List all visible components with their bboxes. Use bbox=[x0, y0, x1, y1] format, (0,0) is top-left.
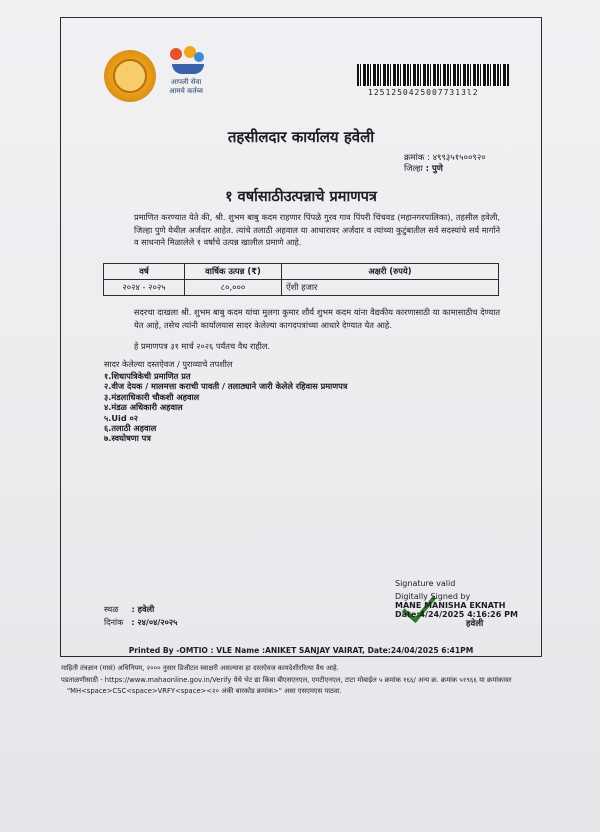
logo-line-1: आपली सेवा bbox=[170, 78, 202, 86]
signer-office: हवेली bbox=[466, 619, 484, 629]
documents-heading: सादर केलेल्या दस्तऐवज / पुराव्याचे तपशील bbox=[104, 359, 233, 369]
printed-by-footer: Printed By -OMTIO : VLE Name :ANIKET SANJAY VAIRAT, Date:24/04/2025 6:41PM bbox=[128, 646, 474, 655]
legal-note: माहिती तंत्रज्ञान (मासं) अधिनियम, २००० नुसार डिजीटल स्वाक्षरी असल्यास हा दस्तऐवज कायदेशीररित्या वैध आहे. bbox=[61, 664, 339, 672]
validity-note: हे प्रमाणपत्र ३१ मार्च २०२६ पर्यंतच वैध राहील. bbox=[134, 341, 271, 351]
signature-valid-label: Signature valid bbox=[395, 579, 456, 588]
verification-note: पडताळणीसाठी - https://www.mahaonline.gov.in/Verify येथे भेट द्या किंवा बीएसएनएल, एमटीएनएल, टाटा मोबाईल ५ क्रमांक १६६/ अन्य क्र. क्रमांक ५१९६६ या क्रमांकावर bbox=[61, 676, 512, 684]
certificate-title: १ वर्षासाठीउत्पन्नाचे प्रमाणपत्र bbox=[225, 189, 377, 205]
documents-list bbox=[104, 371, 347, 444]
list-item: २.वीज देयक / मालमत्ता कराची पावती / तलाठ्याने जारी केलेले रहिवास प्रमाणपत्र bbox=[104, 381, 348, 392]
header-year: वर्ष bbox=[104, 264, 185, 280]
amount-cell: ८०,००० bbox=[185, 280, 282, 296]
list-item: ७.स्वघोषणा पत्र bbox=[104, 433, 151, 444]
list-item: ३.मंडलाधिकारी चौकशी अहवाल bbox=[104, 391, 200, 402]
place-line: स्थळ : हवेली bbox=[104, 604, 155, 614]
aaple-sarkar-logo bbox=[162, 46, 210, 102]
income-table bbox=[103, 263, 499, 296]
header-annual-income: वार्षिक उत्पन्न (₹) bbox=[185, 264, 282, 280]
signature-date: Date:4/24/2025 4:16:26 PM bbox=[395, 610, 518, 619]
barcode bbox=[357, 64, 509, 86]
government-emblem bbox=[104, 50, 156, 102]
logo-line-2: आमचे कर्तव्य bbox=[169, 87, 203, 95]
table-row bbox=[104, 280, 499, 296]
list-item: ४.मंडळ अधिकारी अहवाल bbox=[104, 402, 183, 413]
words-cell: ऐंशी हजार bbox=[282, 280, 499, 296]
list-item: ५.Uid ०२ bbox=[104, 412, 139, 423]
signer-name: MANE MANISHA EKNATH bbox=[395, 601, 506, 610]
list-item: ६.तलाठी अहवाल bbox=[104, 423, 157, 434]
barcode-number: 12512504250077313l2 bbox=[368, 88, 479, 97]
office-title: तहसीलदार कार्यालय हवेली bbox=[227, 128, 375, 146]
purpose-paragraph: सदरचा दाखला श्री. शुभम बाबु कदम यांचा मुलगा कुमार शौर्य शुभम कदम यांना वैद्यकीय कारणासाठी या कामासाठीच देण्यात येत आहे, तसेच त्यांनी कार्यालयास सादर केलेल्या कागदपत्रांच्या आधारे देण्यात येत आहे. bbox=[134, 307, 500, 330]
header-in-words: अक्षरी (रुपये) bbox=[282, 264, 499, 280]
year-cell: २०२४ - २०२५ bbox=[104, 280, 185, 296]
certificate-number: क्रमांक : ४९९३५१५००९२० bbox=[404, 153, 486, 163]
income-table-header bbox=[104, 264, 499, 280]
list-item: १.शिधापत्रिकेची प्रमाणित प्रत bbox=[104, 371, 191, 381]
digitally-signed-line: Digitally Signed by bbox=[395, 592, 471, 601]
certification-paragraph: प्रमाणित करण्यात येते की, श्री. शुभम बाबु कदम राहणार पिंपळे गुरव गाव पिंपरी चिंचवड (महानगरपालिका), तहसील हवेली, जिल्हा पुणे येथील अर्जदार आहेत. त्यांचे तलाठी अहवाल या आधारावर अर्जदार व त्यांच्या कुटुंबातील सर्व सदस्यांचे सर्व मार्गाने व साधनाने मिळालेले १ वर्षाचे उत्पन्न खालील प्रमाणे आहे. bbox=[134, 212, 500, 247]
certificate-border bbox=[60, 17, 542, 657]
sms-note: "MH<space>CSC<space>VRFY<space><२० अंकी बारकोड क्रमांक>" असा एसएमएस पाठवा. bbox=[67, 687, 342, 695]
district: जिल्हा : पुणे bbox=[404, 164, 443, 174]
date-line: दिनांक : २४/०४/२०२५ bbox=[104, 617, 178, 627]
